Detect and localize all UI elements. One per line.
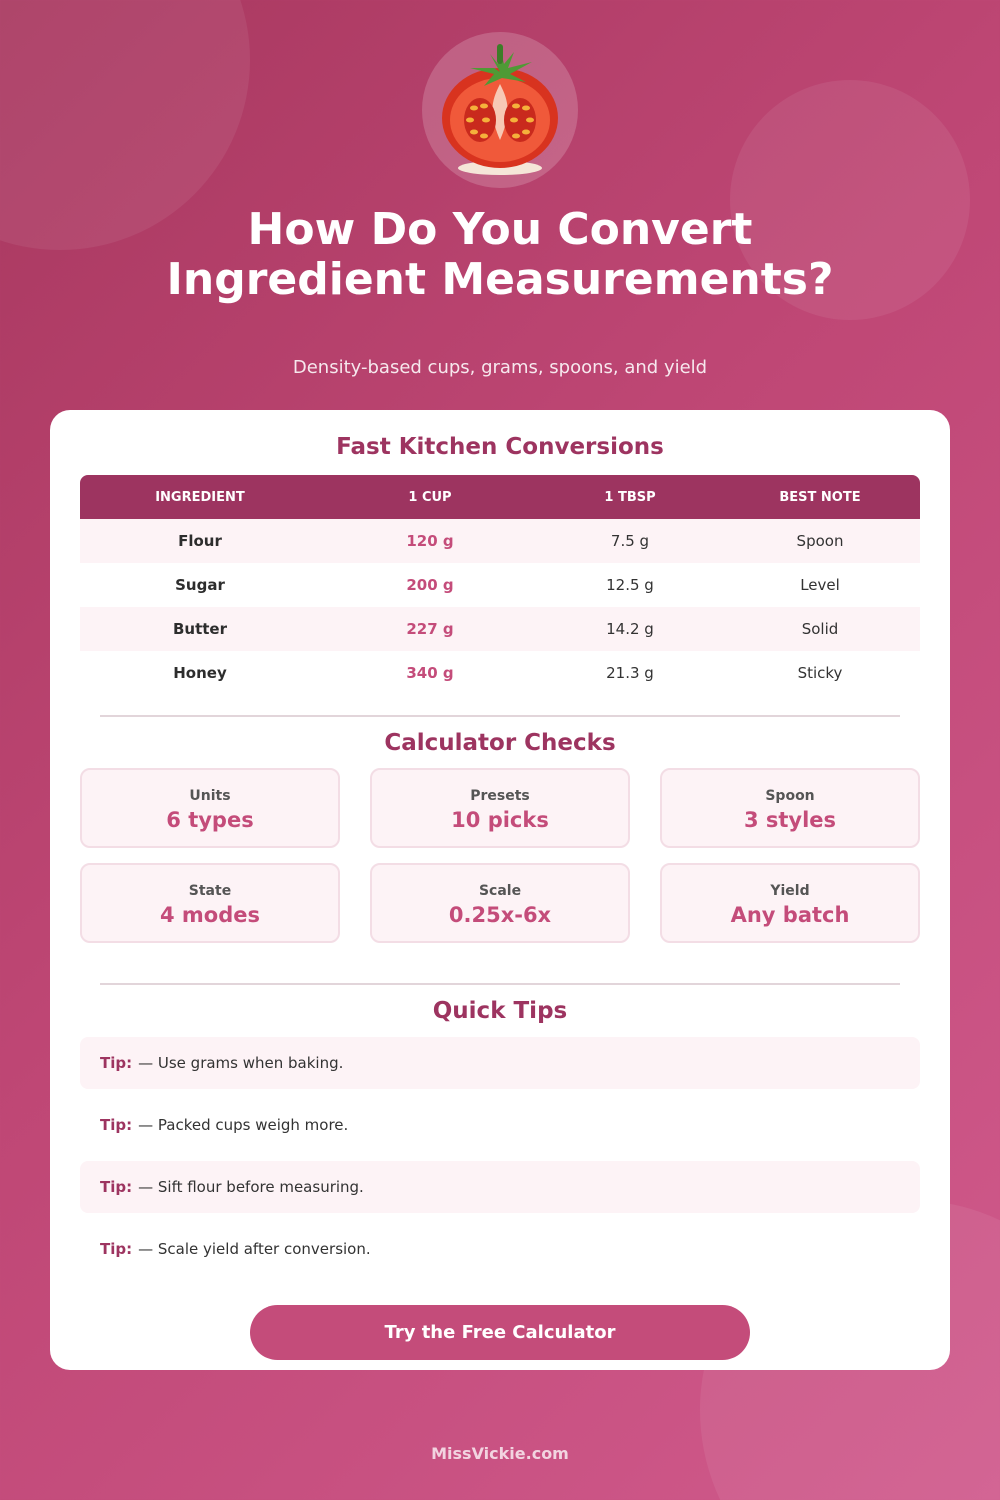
tomato-icon xyxy=(440,40,560,180)
note-cell: Level xyxy=(800,576,840,594)
check-label: State xyxy=(188,883,232,899)
tip-prefix: Tip: xyxy=(100,1116,133,1134)
column-header: INGREDIENT xyxy=(155,489,245,505)
check-value: 4 modes xyxy=(159,903,260,927)
table-row xyxy=(80,651,920,695)
check-value: 3 styles xyxy=(743,808,837,832)
column-header: 1 TBSP xyxy=(604,489,656,505)
column-header: 1 CUP xyxy=(408,489,452,505)
cup-cell: 340 g xyxy=(406,664,454,682)
tbsp-cell: 7.5 g xyxy=(610,532,650,550)
tip-prefix: Tip: xyxy=(100,1240,133,1258)
check-label: Yield xyxy=(770,883,810,899)
tip-prefix: Tip: xyxy=(100,1178,133,1196)
footer-brand[interactable]: MissVickie.com xyxy=(431,1444,569,1463)
tip-item xyxy=(80,1223,920,1275)
check-card xyxy=(370,863,630,943)
tips-title: Quick Tips xyxy=(432,998,568,1024)
hero-badge xyxy=(422,32,578,188)
check-label: Scale xyxy=(478,883,522,899)
ingredient-cell: Honey xyxy=(173,664,227,682)
table-row xyxy=(80,519,920,563)
tip-prefix: Tip: xyxy=(100,1054,133,1072)
tbsp-cell: 14.2 g xyxy=(606,620,654,638)
check-card xyxy=(660,863,920,943)
section-divider xyxy=(100,715,900,717)
tip-item xyxy=(80,1161,920,1213)
cup-cell: 227 g xyxy=(406,620,454,638)
tbsp-cell: 12.5 g xyxy=(606,576,654,594)
ingredient-cell: Flour xyxy=(178,532,222,550)
section-divider xyxy=(100,983,900,985)
check-label: Presets xyxy=(470,788,530,804)
check-label: Units xyxy=(189,788,231,804)
column-header: BEST NOTE xyxy=(779,489,861,505)
check-value: Any batch xyxy=(730,903,850,927)
table-row xyxy=(80,563,920,607)
check-card xyxy=(80,768,340,848)
table-row xyxy=(80,607,920,651)
check-value: 10 picks xyxy=(451,808,549,832)
tips-list xyxy=(80,1037,920,1285)
tip-item xyxy=(80,1037,920,1089)
check-card xyxy=(370,768,630,848)
note-cell: Solid xyxy=(801,620,839,638)
cup-cell: 120 g xyxy=(406,532,454,550)
check-card xyxy=(660,768,920,848)
tip-text: — Use grams when baking. xyxy=(138,1054,344,1072)
note-cell: Spoon xyxy=(796,532,844,550)
title-line: How Do You Convert xyxy=(247,204,753,255)
cup-cell: 200 g xyxy=(406,576,454,594)
content-card xyxy=(50,410,950,1370)
conversion-table xyxy=(80,475,920,695)
page-title xyxy=(0,205,1000,305)
try-calculator-button[interactable]: Try the Free Calculator xyxy=(250,1305,750,1360)
title-line: Ingredient Measurements? xyxy=(166,254,834,305)
check-label: Spoon xyxy=(765,788,815,804)
ingredient-cell: Butter xyxy=(172,620,228,638)
ingredient-cell: Sugar xyxy=(175,576,225,594)
conversions-title: Fast Kitchen Conversions xyxy=(336,434,664,460)
tip-item xyxy=(80,1099,920,1151)
tbsp-cell: 21.3 g xyxy=(606,664,654,682)
page-subtitle: Density-based cups, grams, spoons, and yield xyxy=(292,357,708,378)
tip-text: — Packed cups weigh more. xyxy=(138,1116,349,1134)
table-header xyxy=(80,475,920,519)
check-value: 6 types xyxy=(166,808,254,832)
tip-text: — Scale yield after conversion. xyxy=(138,1240,371,1258)
checks-title: Calculator Checks xyxy=(384,730,616,756)
check-card xyxy=(80,863,340,943)
check-value: 0.25x-6x xyxy=(448,903,552,927)
tip-text: — Sift flour before measuring. xyxy=(138,1178,364,1196)
note-cell: Sticky xyxy=(797,664,843,682)
